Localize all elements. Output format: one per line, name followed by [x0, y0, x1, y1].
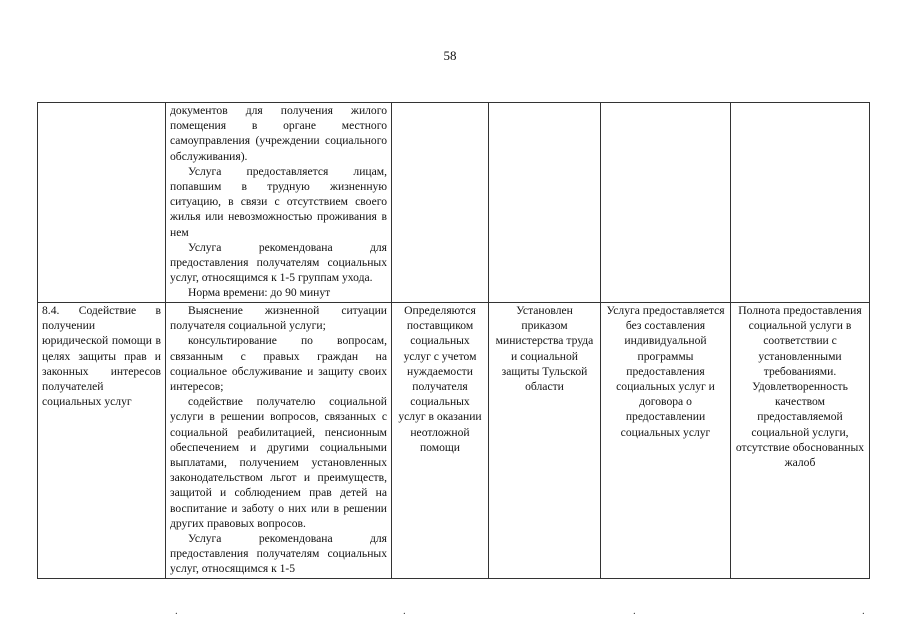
volume-text: Определяются поставщиком социальных услуг с учетом нуждаемости получателя социальных услуг в оказании неотложной помощи	[398, 304, 482, 454]
standard-text: Установлен приказом министерства труда и социальной защиты Тульской области	[495, 304, 594, 394]
standard-cell	[489, 303, 601, 579]
description-paragraph: Норма времени: до 90 минут	[188, 286, 331, 300]
table-row	[38, 103, 870, 303]
description-paragraph: Услуга рекомендована для предоставления получателям социальных услуг, относящимся к 1-5 группам ухода.	[170, 240, 387, 285]
description-paragraph: документов для получения жилого помещения в органе местного самоуправления (учреждении социального обслуживания).	[170, 104, 387, 163]
footer-mark: .	[862, 605, 865, 617]
service-title: 8.4. Содействие в получении юридической помощи в целях защиты прав и законных интересов получателей социальных услуг	[42, 304, 161, 409]
footer-mark: .	[633, 605, 636, 617]
service-name-cell	[38, 303, 166, 579]
service-name-cell	[38, 103, 166, 303]
quality-text: Полнота предоставления социальной услуги в соответствии с установленными требованиями. Удовлетворенность качеством предоставляемой социальной услуги, отсутствие обоснованных жалоб	[735, 304, 865, 470]
footer-mark: .	[175, 605, 178, 617]
conditions-cell	[601, 103, 731, 303]
footer-mark: .	[403, 605, 406, 617]
table-row	[38, 303, 870, 579]
page-number: 58	[443, 48, 457, 63]
quality-cell	[731, 103, 870, 303]
volume-cell	[392, 103, 489, 303]
quality-cell	[731, 303, 870, 579]
description-paragraph: содействие получателю социальной услуги в решении вопросов, связанных с социальной реабилитацией, пенсионным обеспечением и другими социальными выплатами, получением установленных законодательством льгот и преимуществ, защитой и соблюдением прав детей на воспитание и заботу о них или в решении других правовых вопросов.	[170, 395, 387, 530]
conditions-cell	[601, 303, 731, 579]
description-paragraph: консультирование по вопросам, связанным с правых граждан на социальное обслуживание и защиту своих интересов;	[170, 334, 387, 394]
service-description-cell	[166, 103, 392, 303]
service-description-cell	[166, 303, 392, 579]
conditions-text: Услуга предоставляется без составления индивидуальной программы предоставления социальных услуг и договора о предоставлении социальных услуг	[606, 304, 725, 439]
volume-cell	[392, 303, 489, 579]
description-paragraph: Услуга предоставляется лицам, попавшим в трудную жизненную ситуацию, в связи с отсутствием своего жилья или невозможностью проживания в нем	[170, 164, 387, 239]
description-paragraph: Услуга рекомендована для предоставления получателям социальных услуг, относящимся к 1-5	[170, 532, 387, 576]
services-table	[37, 102, 870, 579]
description-paragraph: Выяснение жизненной ситуации получателя социальной услуги;	[170, 304, 387, 333]
standard-cell	[489, 103, 601, 303]
